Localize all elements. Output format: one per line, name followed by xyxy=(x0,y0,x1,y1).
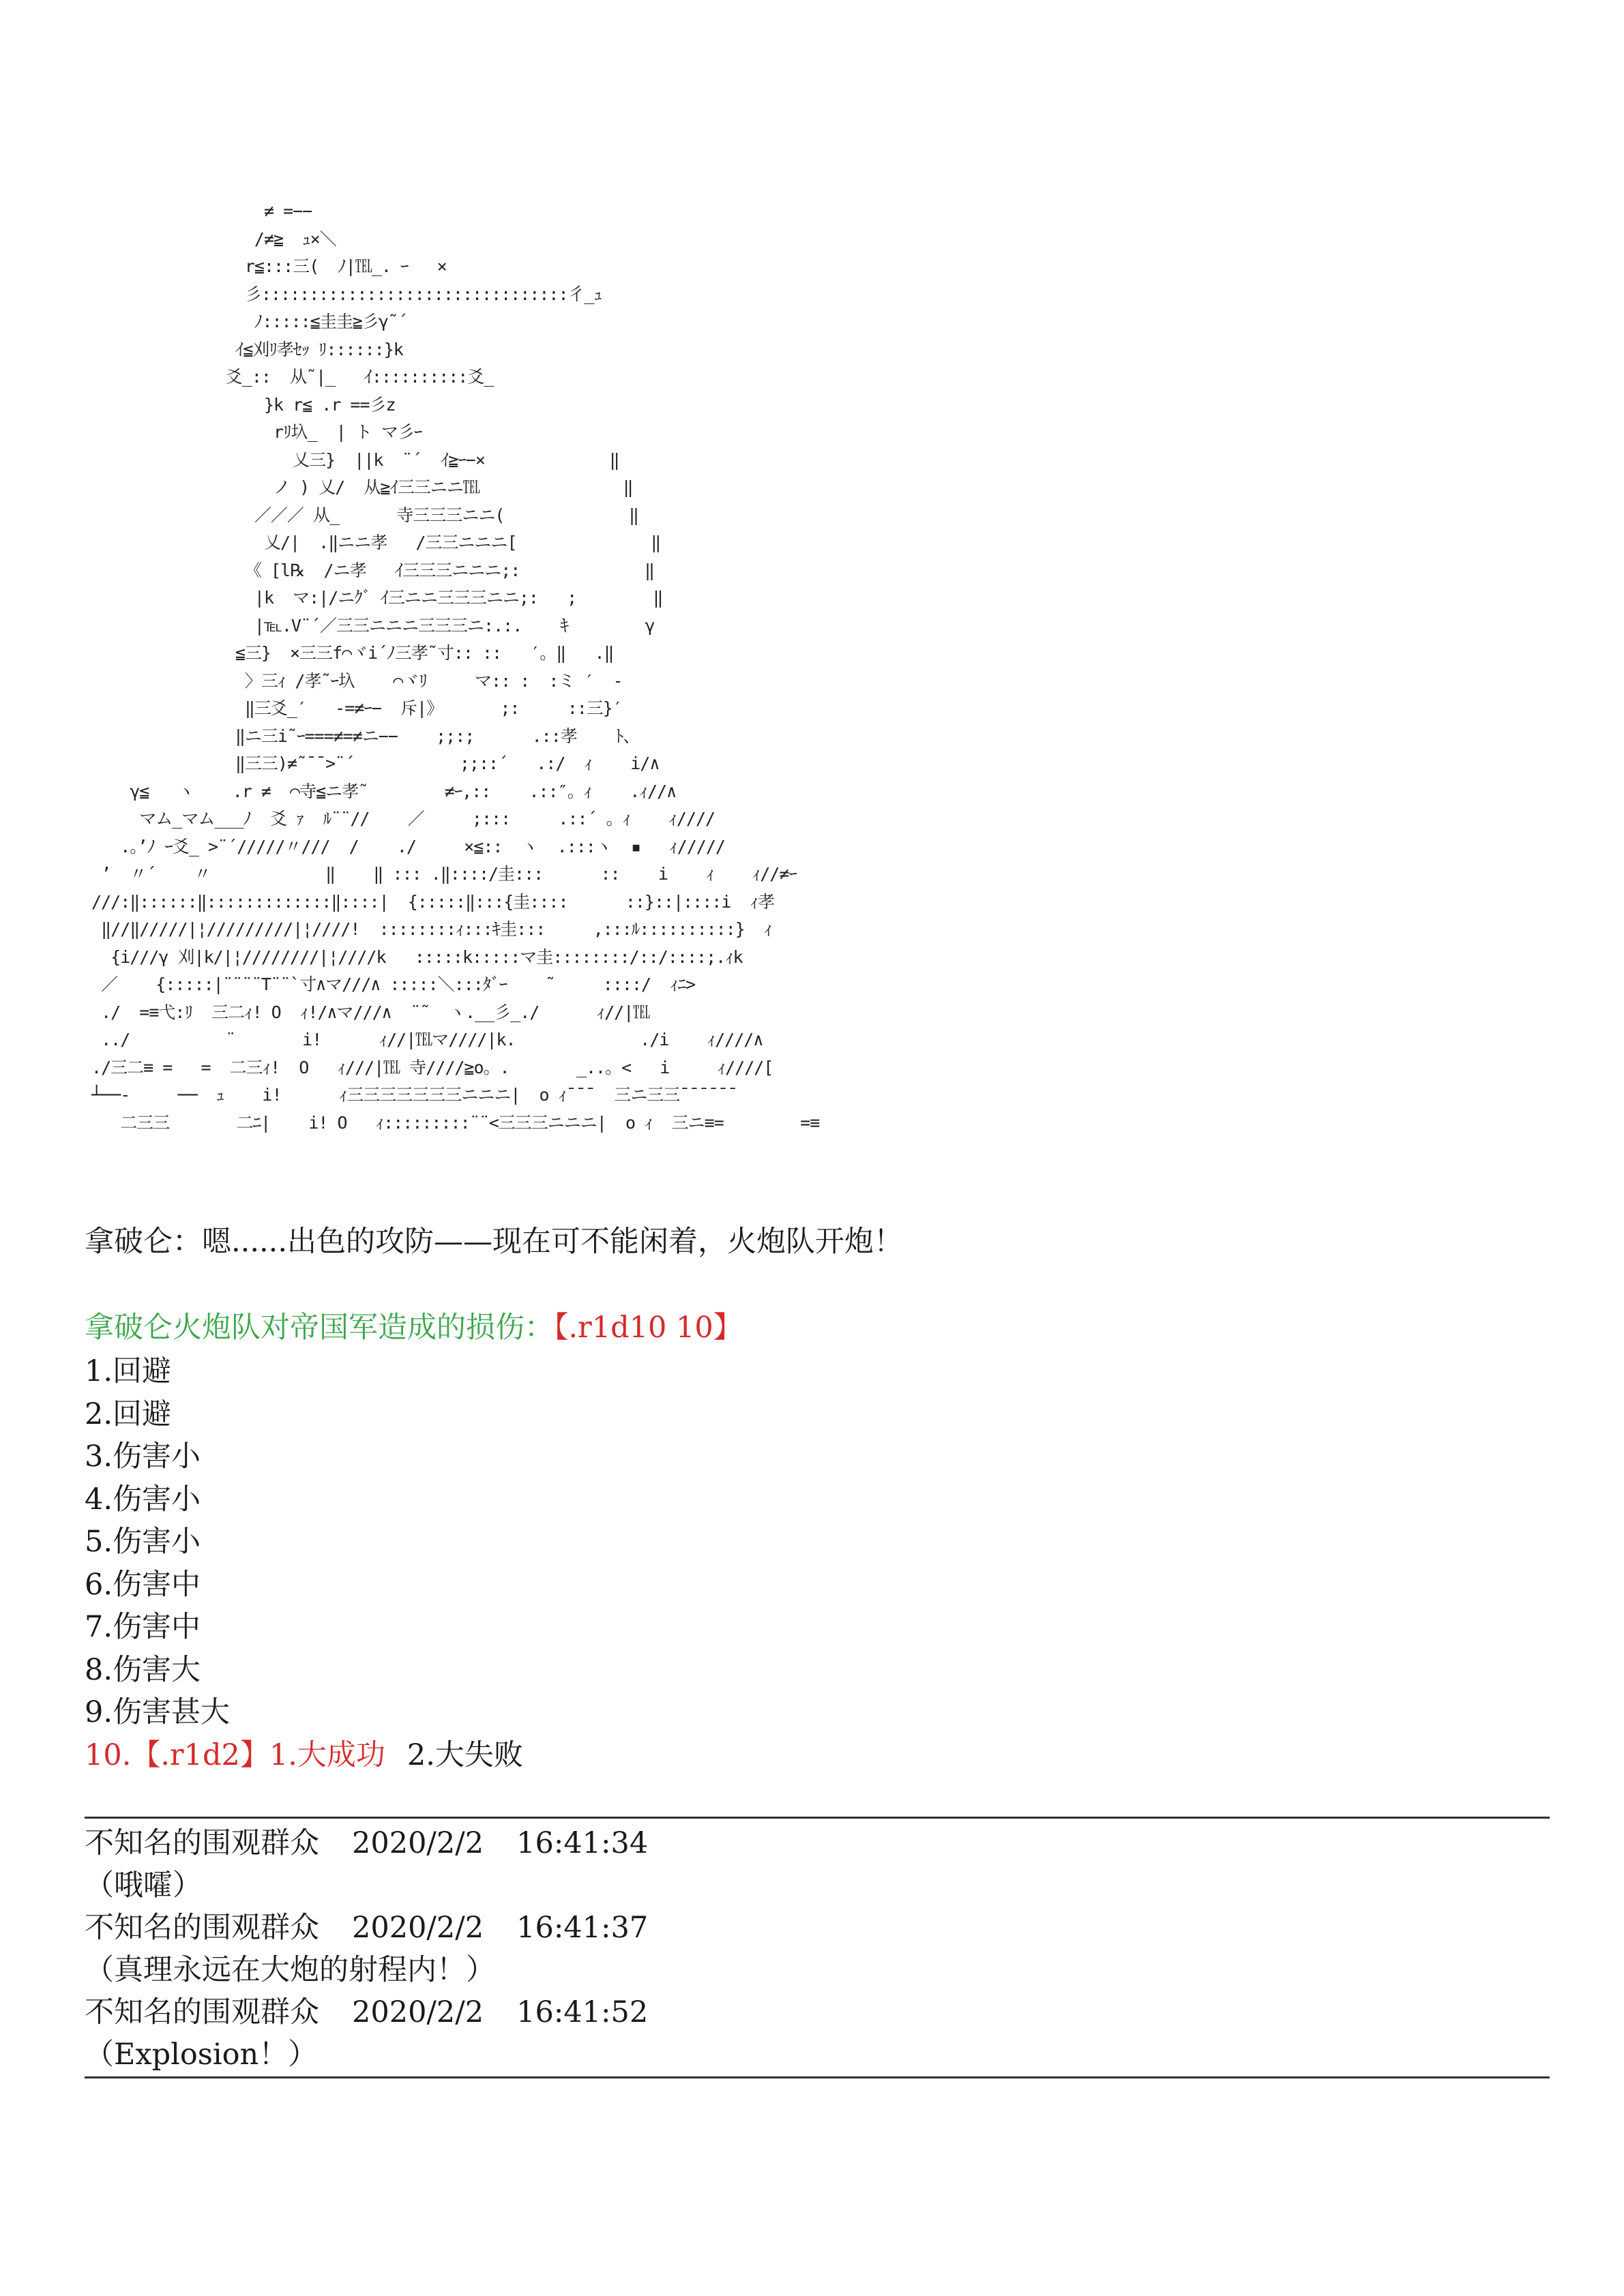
result-option: 7.伤害中 xyxy=(85,1610,201,1644)
result-option: 1.回避 xyxy=(85,1354,172,1388)
dice-roll-result: 【.r1d10 10】 xyxy=(554,1311,743,1345)
comment-date: 2020/2/2 xyxy=(352,1911,484,1945)
comment-header xyxy=(85,1822,648,1864)
comment-header xyxy=(85,1991,648,2033)
result-option: 8.伤害大 xyxy=(85,1652,201,1687)
comment-text: （真理永远在大炮的射程内！） xyxy=(85,1953,495,1987)
comments-top-divider xyxy=(85,1817,1550,1819)
result-option: 9.伤害甚大 xyxy=(85,1695,231,1729)
comment-author: 不知名的围观群众 xyxy=(85,1995,319,2029)
comment-text: （Explosion！） xyxy=(85,2038,318,2072)
comment-date: 2020/2/2 xyxy=(352,1826,484,1860)
result-option: 4.伤害小 xyxy=(85,1482,201,1517)
damage-roll-heading xyxy=(85,1307,743,1349)
ascii-art-illustration: ≠ =−− /≠≧ ｭ×＼ r≦:::三( ﾉ|℡_. ｰ × 彡::::::::::::::::::::::::::::::::彳_ｭ ﾉ:::::≦圭圭≧彡γ˜´ ｲ≦刈ﾘ孝ｾｯ ﾘ::::::}k 爻_:: 从˜|_ ｲ::::::::::爻_ }k r≦ .r ==彡z rﾘ圦_ | ト マ彡ｰ 乂三} ||k ¨´ ｲ≧ｰ−× ‖ ノ ) 乂/ 从≧ｲ三三ニニ℡ ‖ ／／／ 从_ 寺三三三ニニ( ‖ 乂/| .‖ニニ孝 /三三ニニニ[ ‖ 《 [l℞ /ニ孝 ｲ三三三ニニニ;: ‖ |k マ:|/ニｸﾞ ｲ三ニニ三三三ニニ;: ; ‖ |℡.V¨´／三三ニニニ三三三ニ:.:. ｷ γ ≦三} ×三三f⌒ヾi´ﾉ三孝˜寸:: :: ′。‖ .‖ 〉三ｨ /孝˜ｰ圦 ⌒ヾﾘ マ:: : :ミ ′ ‐ ‖三爻_′ -=≠ｰ− 斥|》 ;: ::三}′ ‖ニ三i˜ｰ===≠=≠ニ−− ;;:; .::孝 ﾄ、 ‖三三)≠˜¯¯>¨´ ;;::´ .:/ ｨ i/∧ γ≦ ヽ .r ≠ ⌒寺≦ニ孝˜ ≠ｰ,:: .::″。ｨ .ｨ//∧ マム_マム___ﾉ 爻 ｧ ﾙ¨¨// ／ ;::: .::´ 。ｨ ｨ//// .。’ﾉ ｰ爻_ >¨´/////〃/// / ./ ×≦:: ヽ .:::ヽ ▪ ｨ///// ’ 〃´ 〃 ‖ ‖ ::: .‖::::/圭::: :: i ｨ ｨ//≠ｰ ///:‖::::::‖:::::::::::::‖::::| {:::::‖:::{圭:::: ::}::|::::i ｨ孝 ‖//‖/////|¦/////////|¦////! ::::::::ｨ:::ｷ圭::: ,:::ﾙ::::::::::} ｨ {i///γ 刈|k/|¦////////|¦////k :::::k:::::マ圭::::::::/::/::::;.ｨk ／ {:::::|¨¨¨¨T¨¨`寸∧マ///∧ :::::＼:::ﾀﾞｰ ˜ ::::/ ｨﾆ> ./ =≡弋:ﾘ 三二ｨ! O ｨ!/∧マ///∧ ¨˜ ヽ.__彡_./ ｨ//|℡ ../ ¨ i! ｨ//|℡マ////|k. ./i ｨ////∧ ./三二≡ = = 二三ｨ! O ｨ///|℡ 寺////≧o。. _..。< i ｨ////[ ┴──- ── ｭ i! ｨ三三三三三三三ニニニ| o ｨ¯¯¯ 三ニ三三¯¯¯¯¯¯ 二三三 二ﾆ| i! O ｨ:::::::::¨¨<三三三ニニニ| o ｨ 三ニ≡= =≡ xyxy=(91,201,820,1133)
result-option: 5.伤害小 xyxy=(85,1525,201,1559)
comment-time: 16:41:52 xyxy=(516,1995,649,2029)
comments-bottom-divider xyxy=(85,2076,1550,2078)
result-option-critical xyxy=(85,1734,523,1777)
comment-author: 不知名的围观群众 xyxy=(85,1826,319,1860)
comment-time: 16:41:37 xyxy=(516,1911,649,1945)
result-option: 6.伤害中 xyxy=(85,1567,201,1602)
comment-item xyxy=(85,1907,648,1991)
comment-date: 2020/2/2 xyxy=(352,1995,484,2029)
result-option: 2.回避 xyxy=(85,1397,172,1431)
comment-item xyxy=(85,1822,648,1907)
comment-section xyxy=(85,1822,648,2076)
comment-time: 16:41:34 xyxy=(516,1826,649,1860)
dialogue-line: 拿破仑：嗯......出色的攻防——现在可不能闲着，火炮队开炮！ xyxy=(85,1225,904,1259)
comment-item xyxy=(85,1991,648,2076)
comment-author: 不知名的围观群众 xyxy=(85,1911,319,1945)
damage-heading-text: 拿破仑火炮队对帝国军造成的损伤： xyxy=(85,1311,554,1345)
critical-roll-failure: 2.大失败 xyxy=(407,1738,523,1772)
comment-header xyxy=(85,1907,648,1949)
comment-text: （哦嚯） xyxy=(85,1868,202,1903)
result-option-list xyxy=(85,1350,523,1776)
result-option: 3.伤害小 xyxy=(85,1440,201,1474)
critical-roll-success: 10.【.r1d2】1.大成功 xyxy=(85,1738,385,1772)
